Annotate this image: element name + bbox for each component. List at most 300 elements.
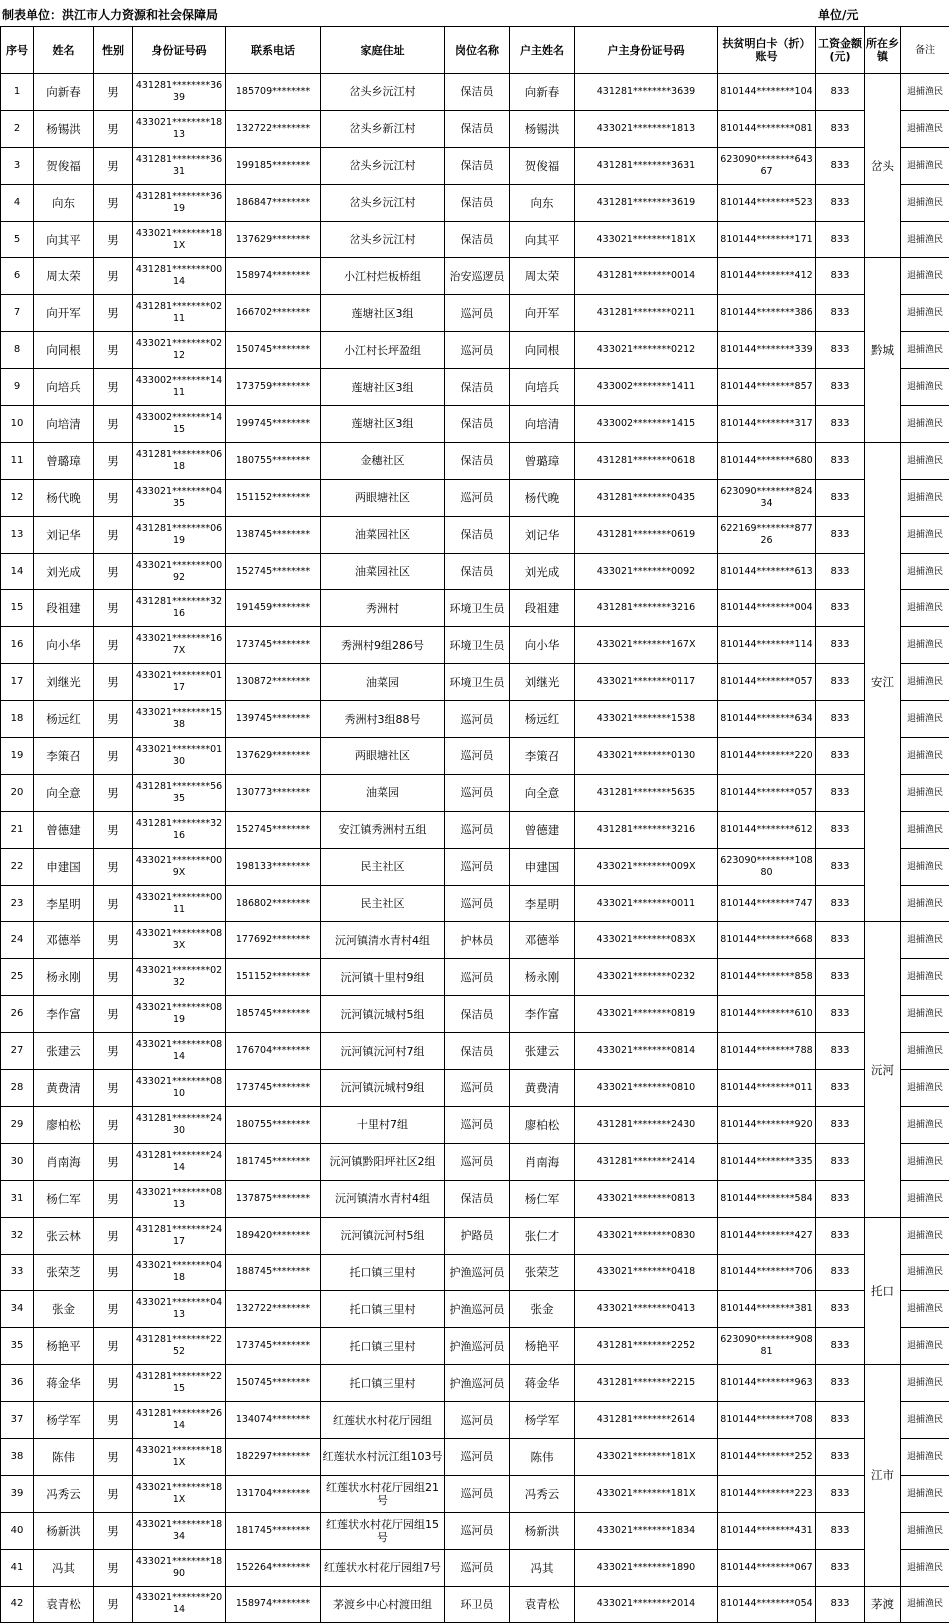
gender: 男 bbox=[94, 922, 133, 959]
remark: 退捕渔民 bbox=[901, 1475, 949, 1512]
phone-number: 189420******** bbox=[226, 1217, 321, 1254]
bank-card-number: 810144********171 bbox=[718, 221, 816, 258]
id-number: 431281********5635 bbox=[133, 774, 226, 811]
town-cell: 安江 bbox=[865, 442, 901, 922]
worker-name: 陈伟 bbox=[34, 1438, 94, 1475]
home-address: 托口镇三里村 bbox=[321, 1254, 445, 1291]
bank-card-number: 810144********386 bbox=[718, 295, 816, 332]
row-index: 12 bbox=[1, 479, 34, 516]
householder-name: 杨代晚 bbox=[510, 479, 575, 516]
wage-amount: 833 bbox=[816, 1254, 865, 1291]
worker-table bbox=[0, 26, 949, 1623]
householder-name: 杨远红 bbox=[510, 701, 575, 738]
post-name: 环境卫生员 bbox=[445, 590, 510, 627]
home-address: 油菜园社区 bbox=[321, 553, 445, 590]
gender: 男 bbox=[94, 590, 133, 627]
id-number: 433021********009X bbox=[133, 848, 226, 885]
householder-name: 张金 bbox=[510, 1291, 575, 1328]
id-number: 433021********2014 bbox=[133, 1586, 226, 1623]
wage-amount: 833 bbox=[816, 1402, 865, 1439]
gender: 男 bbox=[94, 774, 133, 811]
row-index: 3 bbox=[1, 147, 34, 184]
worker-name: 张云林 bbox=[34, 1217, 94, 1254]
bank-card-number: 810144********584 bbox=[718, 1180, 816, 1217]
wage-amount: 833 bbox=[816, 996, 865, 1033]
worker-name: 杨新洪 bbox=[34, 1512, 94, 1549]
householder-id: 433021********0814 bbox=[575, 1033, 718, 1070]
id-number: 433021********0212 bbox=[133, 332, 226, 369]
row-index: 16 bbox=[1, 627, 34, 664]
table-row bbox=[1, 848, 949, 885]
remark: 退捕渔民 bbox=[901, 774, 949, 811]
table-row bbox=[1, 959, 949, 996]
remark: 退捕渔民 bbox=[901, 369, 949, 406]
remark: 退捕渔民 bbox=[901, 885, 949, 922]
home-address: 金穗社区 bbox=[321, 442, 445, 479]
town-cell: 岔头 bbox=[865, 74, 901, 258]
post-name: 巡河员 bbox=[445, 1143, 510, 1180]
gender: 男 bbox=[94, 1328, 133, 1365]
post-name: 保洁员 bbox=[445, 442, 510, 479]
worker-name: 向培清 bbox=[34, 406, 94, 443]
householder-id: 431281********2430 bbox=[575, 1106, 718, 1143]
bank-card-number: 810144********057 bbox=[718, 774, 816, 811]
table-row bbox=[1, 1402, 949, 1439]
remark: 退捕渔民 bbox=[901, 1512, 949, 1549]
remark: 退捕渔民 bbox=[901, 590, 949, 627]
householder-id: 433021********0810 bbox=[575, 1070, 718, 1107]
phone-number: 138745******** bbox=[226, 516, 321, 553]
home-address: 小江村烂板桥组 bbox=[321, 258, 445, 295]
id-number: 431281********0014 bbox=[133, 258, 226, 295]
post-name: 保洁员 bbox=[445, 369, 510, 406]
worker-name: 向培兵 bbox=[34, 369, 94, 406]
post-name: 保洁员 bbox=[445, 221, 510, 258]
bank-card-number: 810144********223 bbox=[718, 1475, 816, 1512]
town-cell: 沅河 bbox=[865, 922, 901, 1217]
remark: 退捕渔民 bbox=[901, 664, 949, 701]
householder-name: 杨永刚 bbox=[510, 959, 575, 996]
householder-name: 向培清 bbox=[510, 406, 575, 443]
gender: 男 bbox=[94, 701, 133, 738]
table-body bbox=[1, 74, 949, 1623]
householder-name: 刘光成 bbox=[510, 553, 575, 590]
householder-name: 袁青松 bbox=[510, 1586, 575, 1623]
householder-id: 433021********0092 bbox=[575, 553, 718, 590]
remark: 退捕渔民 bbox=[901, 442, 949, 479]
bank-card-number: 810144********412 bbox=[718, 258, 816, 295]
wage-amount: 833 bbox=[816, 479, 865, 516]
gender: 男 bbox=[94, 1586, 133, 1623]
householder-id: 433021********0813 bbox=[575, 1180, 718, 1217]
remark: 退捕渔民 bbox=[901, 1217, 949, 1254]
col-header: 岗位名称 bbox=[445, 27, 510, 74]
row-index: 30 bbox=[1, 1143, 34, 1180]
phone-number: 150745******** bbox=[226, 332, 321, 369]
row-index: 13 bbox=[1, 516, 34, 553]
post-name: 护渔巡河员 bbox=[445, 1254, 510, 1291]
householder-name: 向东 bbox=[510, 184, 575, 221]
worker-name: 杨学军 bbox=[34, 1402, 94, 1439]
post-name: 巡河员 bbox=[445, 1549, 510, 1586]
remark: 退捕渔民 bbox=[901, 701, 949, 738]
householder-name: 冯秀云 bbox=[510, 1475, 575, 1512]
householder-id: 433021********0117 bbox=[575, 664, 718, 701]
worker-name: 刘继光 bbox=[34, 664, 94, 701]
gender: 男 bbox=[94, 627, 133, 664]
home-address: 油菜园 bbox=[321, 774, 445, 811]
remark: 退捕渔民 bbox=[901, 811, 949, 848]
row-index: 38 bbox=[1, 1438, 34, 1475]
wage-amount: 833 bbox=[816, 1106, 865, 1143]
home-address: 十里村7组 bbox=[321, 1106, 445, 1143]
householder-id: 433002********1415 bbox=[575, 406, 718, 443]
householder-name: 廖柏松 bbox=[510, 1106, 575, 1143]
home-address: 油菜园社区 bbox=[321, 516, 445, 553]
col-header: 备注 bbox=[901, 27, 949, 74]
worker-name: 冯其 bbox=[34, 1549, 94, 1586]
phone-number: 137875******** bbox=[226, 1180, 321, 1217]
row-index: 19 bbox=[1, 738, 34, 775]
home-address: 油菜园 bbox=[321, 664, 445, 701]
remark: 退捕渔民 bbox=[901, 1586, 949, 1623]
worker-name: 李作富 bbox=[34, 996, 94, 1033]
gender: 男 bbox=[94, 479, 133, 516]
post-name: 保洁员 bbox=[445, 996, 510, 1033]
id-number: 431281********2414 bbox=[133, 1143, 226, 1180]
bank-card-number: 810144********920 bbox=[718, 1106, 816, 1143]
worker-name: 申建国 bbox=[34, 848, 94, 885]
table-row bbox=[1, 442, 949, 479]
home-address: 秀洲村3组88号 bbox=[321, 701, 445, 738]
worker-name: 曾德建 bbox=[34, 811, 94, 848]
post-name: 巡河员 bbox=[445, 295, 510, 332]
town-cell: 黔城 bbox=[865, 258, 901, 442]
table-row bbox=[1, 74, 949, 111]
bank-card-number: 810144********680 bbox=[718, 442, 816, 479]
wage-amount: 833 bbox=[816, 110, 865, 147]
remark: 退捕渔民 bbox=[901, 738, 949, 775]
id-number: 431281********3639 bbox=[133, 74, 226, 111]
householder-id: 433021********167X bbox=[575, 627, 718, 664]
home-address: 红莲状水村花厅园组15号 bbox=[321, 1512, 445, 1549]
worker-name: 曾璐璋 bbox=[34, 442, 94, 479]
phone-number: 152745******** bbox=[226, 811, 321, 848]
home-address: 沅河镇黔阳坪社区2组 bbox=[321, 1143, 445, 1180]
phone-number: 191459******** bbox=[226, 590, 321, 627]
post-name: 环卫员 bbox=[445, 1586, 510, 1623]
post-name: 保洁员 bbox=[445, 1033, 510, 1070]
wage-amount: 833 bbox=[816, 1180, 865, 1217]
home-address: 秀洲村 bbox=[321, 590, 445, 627]
post-name: 保洁员 bbox=[445, 110, 510, 147]
post-name: 巡河员 bbox=[445, 1070, 510, 1107]
bank-card-number: 810144********610 bbox=[718, 996, 816, 1033]
post-name: 巡河员 bbox=[445, 1512, 510, 1549]
table-row bbox=[1, 147, 949, 184]
bank-card-number: 810144********427 bbox=[718, 1217, 816, 1254]
table-row bbox=[1, 996, 949, 1033]
home-address: 沅河镇沅城村5组 bbox=[321, 996, 445, 1033]
table-row bbox=[1, 516, 949, 553]
phone-number: 186847******** bbox=[226, 184, 321, 221]
householder-id: 431281********0618 bbox=[575, 442, 718, 479]
bank-card-number: 623090********82434 bbox=[718, 479, 816, 516]
home-address: 岔头乡沅江村 bbox=[321, 221, 445, 258]
home-address: 民主社区 bbox=[321, 885, 445, 922]
table-row bbox=[1, 1365, 949, 1402]
gender: 男 bbox=[94, 1549, 133, 1586]
col-header: 户主身份证号码 bbox=[575, 27, 718, 74]
id-number: 433021********0117 bbox=[133, 664, 226, 701]
bank-card-number: 810144********054 bbox=[718, 1586, 816, 1623]
householder-id: 433021********0232 bbox=[575, 959, 718, 996]
home-address: 小江村长坪盈组 bbox=[321, 332, 445, 369]
wage-amount: 833 bbox=[816, 774, 865, 811]
gender: 男 bbox=[94, 1291, 133, 1328]
householder-name: 向其平 bbox=[510, 221, 575, 258]
householder-id: 431281********2252 bbox=[575, 1328, 718, 1365]
householder-id: 431281********5635 bbox=[575, 774, 718, 811]
home-address: 岔头乡沅江村 bbox=[321, 74, 445, 111]
gender: 男 bbox=[94, 996, 133, 1033]
table-row bbox=[1, 1070, 949, 1107]
row-index: 21 bbox=[1, 811, 34, 848]
wage-amount: 833 bbox=[816, 922, 865, 959]
bank-card-number: 810144********634 bbox=[718, 701, 816, 738]
worker-name: 杨永刚 bbox=[34, 959, 94, 996]
phone-number: 173745******** bbox=[226, 1328, 321, 1365]
table-row bbox=[1, 1549, 949, 1586]
householder-name: 邓德举 bbox=[510, 922, 575, 959]
id-number: 431281********3631 bbox=[133, 147, 226, 184]
row-index: 25 bbox=[1, 959, 34, 996]
phone-number: 199745******** bbox=[226, 406, 321, 443]
bank-card-number: 810144********858 bbox=[718, 959, 816, 996]
remark: 退捕渔民 bbox=[901, 627, 949, 664]
id-number: 433021********1890 bbox=[133, 1549, 226, 1586]
row-index: 1 bbox=[1, 74, 34, 111]
bank-card-number: 810144********339 bbox=[718, 332, 816, 369]
post-name: 保洁员 bbox=[445, 184, 510, 221]
worker-name: 蒋金华 bbox=[34, 1365, 94, 1402]
id-number: 433021********0814 bbox=[133, 1033, 226, 1070]
wage-amount: 833 bbox=[816, 1438, 865, 1475]
householder-name: 张建云 bbox=[510, 1033, 575, 1070]
phone-number: 173745******** bbox=[226, 1070, 321, 1107]
worker-name: 杨锡洪 bbox=[34, 110, 94, 147]
phone-number: 150745******** bbox=[226, 1365, 321, 1402]
wage-amount: 833 bbox=[816, 1328, 865, 1365]
wage-amount: 833 bbox=[816, 442, 865, 479]
gender: 男 bbox=[94, 184, 133, 221]
worker-name: 黄费清 bbox=[34, 1070, 94, 1107]
worker-name: 向全意 bbox=[34, 774, 94, 811]
id-number: 431281********2252 bbox=[133, 1328, 226, 1365]
wage-amount: 833 bbox=[816, 664, 865, 701]
remark: 退捕渔民 bbox=[901, 922, 949, 959]
bank-card-number: 810144********788 bbox=[718, 1033, 816, 1070]
householder-id: 433021********0212 bbox=[575, 332, 718, 369]
householder-id: 431281********3216 bbox=[575, 590, 718, 627]
id-number: 433021********1813 bbox=[133, 110, 226, 147]
worker-name: 廖柏松 bbox=[34, 1106, 94, 1143]
householder-id: 431281********2215 bbox=[575, 1365, 718, 1402]
post-name: 护渔巡河员 bbox=[445, 1291, 510, 1328]
post-name: 巡河员 bbox=[445, 959, 510, 996]
table-row bbox=[1, 1475, 949, 1512]
bank-card-number: 810144********114 bbox=[718, 627, 816, 664]
table-row bbox=[1, 1143, 949, 1180]
worker-name: 段祖建 bbox=[34, 590, 94, 627]
remark: 退捕渔民 bbox=[901, 1438, 949, 1475]
row-index: 14 bbox=[1, 553, 34, 590]
home-address: 秀洲村9组286号 bbox=[321, 627, 445, 664]
post-name: 巡河员 bbox=[445, 811, 510, 848]
row-index: 20 bbox=[1, 774, 34, 811]
wage-amount: 833 bbox=[816, 553, 865, 590]
worker-name: 杨仁军 bbox=[34, 1180, 94, 1217]
bank-card-number: 810144********004 bbox=[718, 590, 816, 627]
row-index: 42 bbox=[1, 1586, 34, 1623]
phone-number: 137629******** bbox=[226, 738, 321, 775]
remark: 退捕渔民 bbox=[901, 1291, 949, 1328]
id-number: 433002********1415 bbox=[133, 406, 226, 443]
wage-amount: 833 bbox=[816, 738, 865, 775]
home-address: 莲塘社区3组 bbox=[321, 295, 445, 332]
householder-id: 431281********3639 bbox=[575, 74, 718, 111]
worker-name: 杨艳平 bbox=[34, 1328, 94, 1365]
householder-id: 431281********0211 bbox=[575, 295, 718, 332]
wage-amount: 833 bbox=[816, 848, 865, 885]
remark: 退捕渔民 bbox=[901, 258, 949, 295]
householder-name: 曾璐璋 bbox=[510, 442, 575, 479]
wage-amount: 833 bbox=[816, 811, 865, 848]
col-header: 所在乡镇 bbox=[865, 27, 901, 74]
row-index: 7 bbox=[1, 295, 34, 332]
phone-number: 130872******** bbox=[226, 664, 321, 701]
householder-name: 向小华 bbox=[510, 627, 575, 664]
row-index: 4 bbox=[1, 184, 34, 221]
worker-name: 李星明 bbox=[34, 885, 94, 922]
householder-name: 李作富 bbox=[510, 996, 575, 1033]
bank-card-number: 622169********87726 bbox=[718, 516, 816, 553]
table-row bbox=[1, 110, 949, 147]
phone-number: 152745******** bbox=[226, 553, 321, 590]
post-name: 巡河员 bbox=[445, 774, 510, 811]
id-number: 431281********0618 bbox=[133, 442, 226, 479]
worker-name: 冯秀云 bbox=[34, 1475, 94, 1512]
home-address: 托口镇三里村 bbox=[321, 1328, 445, 1365]
bank-card-number: 810144********668 bbox=[718, 922, 816, 959]
phone-number: 198133******** bbox=[226, 848, 321, 885]
town-cell: 江市 bbox=[865, 1365, 901, 1586]
post-name: 环境卫生员 bbox=[445, 627, 510, 664]
id-number: 433021********0819 bbox=[133, 996, 226, 1033]
worker-name: 肖南海 bbox=[34, 1143, 94, 1180]
wage-amount: 833 bbox=[816, 1070, 865, 1107]
remark: 退捕渔民 bbox=[901, 553, 949, 590]
gender: 男 bbox=[94, 1254, 133, 1291]
householder-name: 申建国 bbox=[510, 848, 575, 885]
row-index: 22 bbox=[1, 848, 34, 885]
householder-id: 433021********083X bbox=[575, 922, 718, 959]
wage-amount: 833 bbox=[816, 590, 865, 627]
header-row bbox=[1, 27, 949, 74]
post-name: 巡河员 bbox=[445, 738, 510, 775]
phone-number: 152264******** bbox=[226, 1549, 321, 1586]
row-index: 41 bbox=[1, 1549, 34, 1586]
table-row bbox=[1, 738, 949, 775]
worker-name: 向开军 bbox=[34, 295, 94, 332]
remark: 退捕渔民 bbox=[901, 996, 949, 1033]
table-row bbox=[1, 406, 949, 443]
householder-id: 433021********0830 bbox=[575, 1217, 718, 1254]
householder-name: 张仁才 bbox=[510, 1217, 575, 1254]
bank-card-number: 810144********708 bbox=[718, 1402, 816, 1439]
id-number: 433021********1538 bbox=[133, 701, 226, 738]
householder-name: 向新春 bbox=[510, 74, 575, 111]
post-name: 巡河员 bbox=[445, 479, 510, 516]
householder-id: 433021********0130 bbox=[575, 738, 718, 775]
post-name: 保洁员 bbox=[445, 406, 510, 443]
remark: 退捕渔民 bbox=[901, 406, 949, 443]
gender: 男 bbox=[94, 848, 133, 885]
table-row bbox=[1, 1180, 949, 1217]
householder-name: 段祖建 bbox=[510, 590, 575, 627]
householder-name: 向开军 bbox=[510, 295, 575, 332]
table-row bbox=[1, 627, 949, 664]
town-cell: 茅渡 bbox=[865, 1586, 901, 1623]
row-index: 24 bbox=[1, 922, 34, 959]
post-name: 护渔巡河员 bbox=[445, 1365, 510, 1402]
householder-name: 陈伟 bbox=[510, 1438, 575, 1475]
col-header: 性别 bbox=[94, 27, 133, 74]
remark: 退捕渔民 bbox=[901, 332, 949, 369]
row-index: 36 bbox=[1, 1365, 34, 1402]
gender: 男 bbox=[94, 258, 133, 295]
gender: 男 bbox=[94, 1402, 133, 1439]
id-number: 433021********0130 bbox=[133, 738, 226, 775]
gender: 男 bbox=[94, 1143, 133, 1180]
row-index: 33 bbox=[1, 1254, 34, 1291]
row-index: 29 bbox=[1, 1106, 34, 1143]
home-address: 沅河镇沅城村9组 bbox=[321, 1070, 445, 1107]
wage-amount: 833 bbox=[816, 1365, 865, 1402]
col-header: 扶贫明白卡（折）账号 bbox=[718, 27, 816, 74]
home-address: 沅河镇沅河村7组 bbox=[321, 1033, 445, 1070]
gender: 男 bbox=[94, 1365, 133, 1402]
id-number: 431281********3619 bbox=[133, 184, 226, 221]
wage-amount: 833 bbox=[816, 701, 865, 738]
home-address: 莲塘社区3组 bbox=[321, 406, 445, 443]
phone-number: 188745******** bbox=[226, 1254, 321, 1291]
id-number: 433021********0232 bbox=[133, 959, 226, 996]
gender: 男 bbox=[94, 1217, 133, 1254]
bank-card-number: 810144********104 bbox=[718, 74, 816, 111]
post-name: 护林员 bbox=[445, 922, 510, 959]
post-name: 巡河员 bbox=[445, 1106, 510, 1143]
col-header: 联系电话 bbox=[226, 27, 321, 74]
worker-name: 周太荣 bbox=[34, 258, 94, 295]
home-address: 民主社区 bbox=[321, 848, 445, 885]
id-number: 433021********083X bbox=[133, 922, 226, 959]
householder-id: 433021********0413 bbox=[575, 1291, 718, 1328]
bank-card-number: 810144********857 bbox=[718, 369, 816, 406]
remark: 退捕渔民 bbox=[901, 184, 949, 221]
householder-name: 李策召 bbox=[510, 738, 575, 775]
gender: 男 bbox=[94, 147, 133, 184]
